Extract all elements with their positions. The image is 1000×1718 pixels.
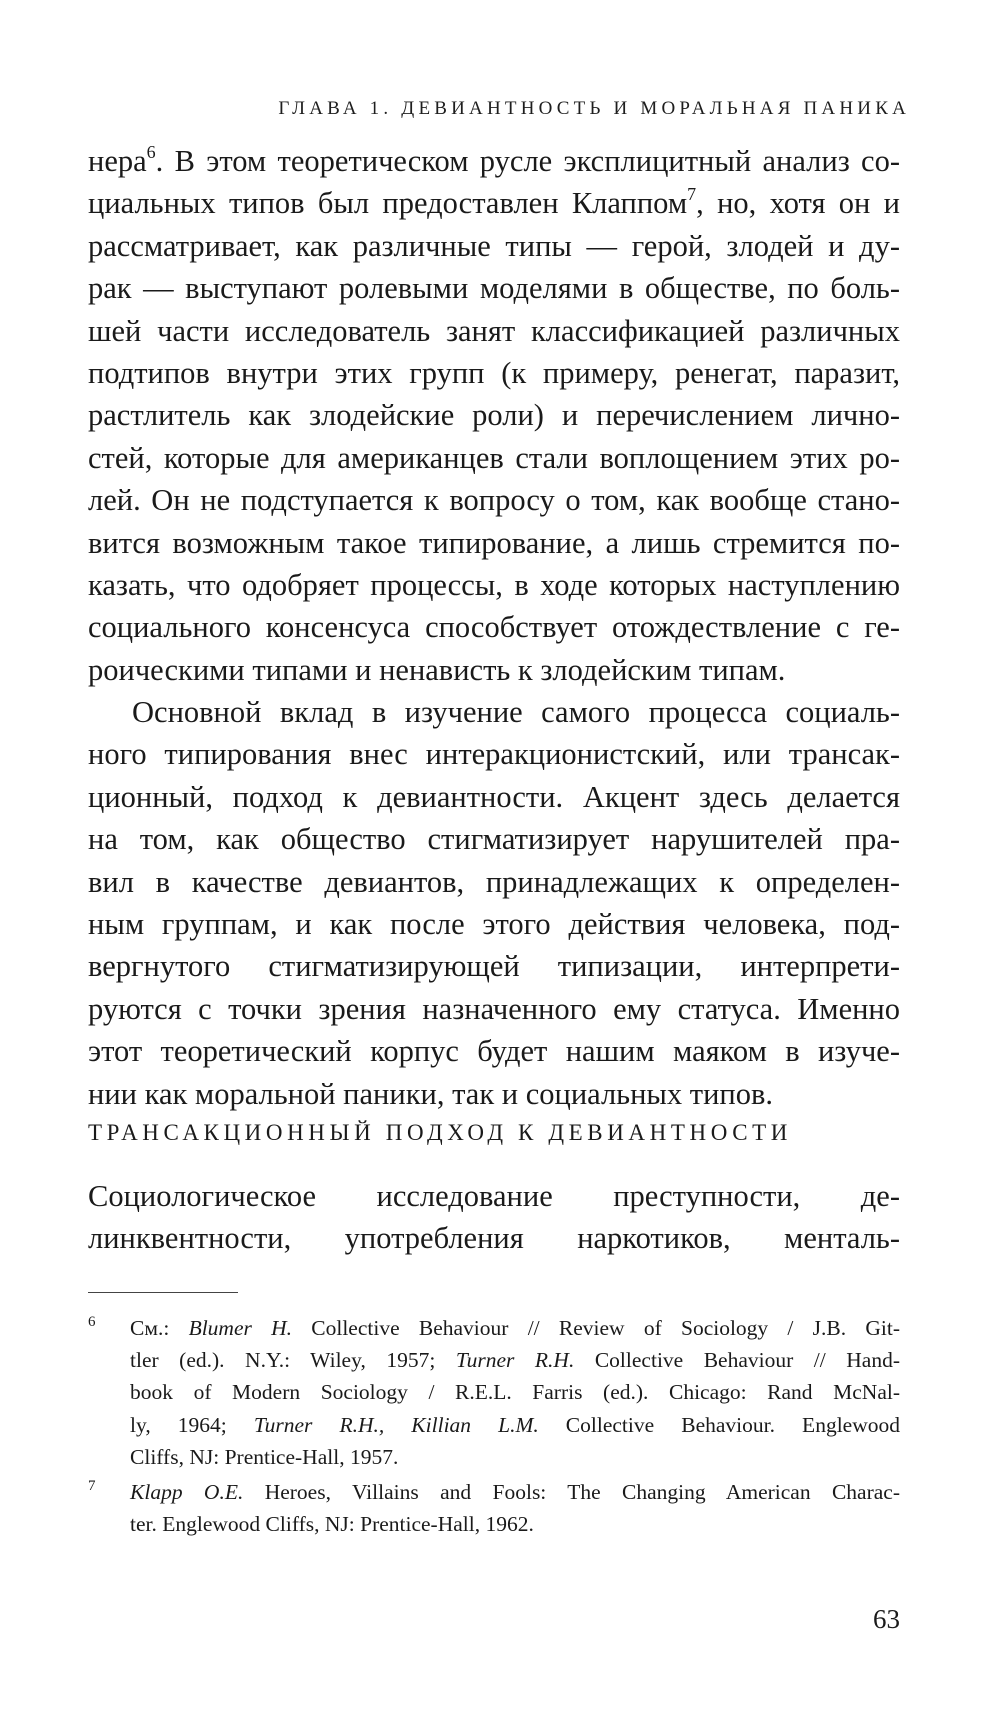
footnote-line: ly, 1964; Turner R.H., Killian L.M. Collective Behaviour. Englewood	[130, 1412, 900, 1437]
text-line: нера$^6$. В этом теоретическом русле эксплицитный анализ со-	[88, 142, 900, 178]
footnote-reference[interactable]: 7	[687, 184, 697, 205]
text-line: Социологическое исследование преступности, де-	[88, 1179, 900, 1213]
running-head: ГЛАВА 1. ДЕВИАНТНОСТЬ И МОРАЛЬНАЯ ПАНИКА	[278, 98, 910, 119]
footnote-line: tler (ed.). N.Y.: Wiley, 1957; Turner R.H. Collective Behaviour // Hand-	[130, 1348, 900, 1373]
footnote-reference[interactable]: 6	[146, 142, 156, 162]
text-line: шей части исследователь занят классификацией различных	[88, 313, 900, 348]
footnote-6	[88, 1312, 900, 1473]
text-line: Основной вклад в изучение самого процесса социаль-	[132, 695, 900, 729]
footnote-line: См.: Blumer H. Collective Behaviour // Review of Sociology / J.B. Git-	[130, 1316, 901, 1340]
text-line: лей. Он не подступается к вопросу о том, как вообще стано-	[88, 483, 900, 518]
text-line: нии как моральной паники, так и социальных типов.	[88, 1076, 774, 1111]
text-line: циальных типов был предоставлен Клаппом$^7$, но, хотя он и	[88, 184, 901, 221]
section-heading: ТРАНСАКЦИОННЫЙ ПОДХОД К ДЕВИАНТНОСТИ	[88, 1120, 792, 1145]
text-line: руются с точки зрения назначенного ему статуса. Именно	[88, 991, 900, 1026]
footnotes	[88, 1312, 900, 1540]
footnote-7	[88, 1476, 900, 1540]
text-line: рак — выступают ролевыми моделями в обществе, по боль-	[88, 271, 900, 306]
footnote-line: Cliffs, NJ: Prentice-Hall, 1957.	[130, 1444, 399, 1469]
text-line: вится возможным такое типирование, а лишь стремится по-	[88, 525, 900, 560]
body-paragraph-1	[88, 140, 900, 691]
footnote-line: ter. Englewood Cliffs, NJ: Prentice-Hall, 1962.	[130, 1512, 534, 1537]
footnote-number: 7	[88, 1477, 96, 1494]
footnote-number: 6	[88, 1314, 96, 1330]
text-line: социального консенсуса способствует отождествление с ге-	[88, 610, 900, 645]
footnote-line: Klapp O.E. Heroes, Villains and Fools: The Changing American Charac-	[130, 1479, 900, 1504]
text-line: на том, как общество стигматизирует нарушителей пра-	[88, 822, 900, 857]
body-paragraph-3	[88, 1175, 900, 1260]
text-line: ного типирования внес интеракционистский, или трансак-	[88, 737, 900, 772]
text-line: вил в качестве девиантов, принадлежащих к определен-	[88, 864, 900, 899]
text-line: стей, которые для американцев стали воплощением этих ро-	[88, 440, 900, 475]
text-line: этот теоретический корпус будет нашим маяком в изуче-	[88, 1034, 900, 1069]
body-paragraph-2	[88, 691, 900, 1115]
text-line: ным группам, и как после этого действия человека, под-	[88, 906, 900, 941]
text-line: растлитель как злодейские роли) и перечислением лично-	[88, 398, 900, 433]
text-line: подтипов внутри этих групп (к примеру, ренегат, паразит,	[88, 355, 900, 390]
footnote-separator	[88, 1292, 238, 1293]
text-line: роическими типами и ненависть к злодейским типам.	[88, 652, 786, 687]
footnote-line: book of Modern Sociology / R.E.L. Farris (ed.). Chicago: Rand McNal-	[130, 1380, 900, 1405]
text-line: ционный, подход к девиантности. Акцент здесь делается	[88, 779, 900, 814]
text-line: рассматривает, как различные типы — герой, злодей и ду-	[88, 228, 900, 263]
text-line: казать, что одобряет процессы, в ходе которых наступлению	[88, 567, 900, 602]
text-line: вергнутого стигматизирующей типизации, интерпрети-	[88, 949, 900, 984]
page-number: 63	[873, 1604, 900, 1634]
text-line: линквентности, употребления наркотиков, менталь-	[88, 1221, 900, 1256]
